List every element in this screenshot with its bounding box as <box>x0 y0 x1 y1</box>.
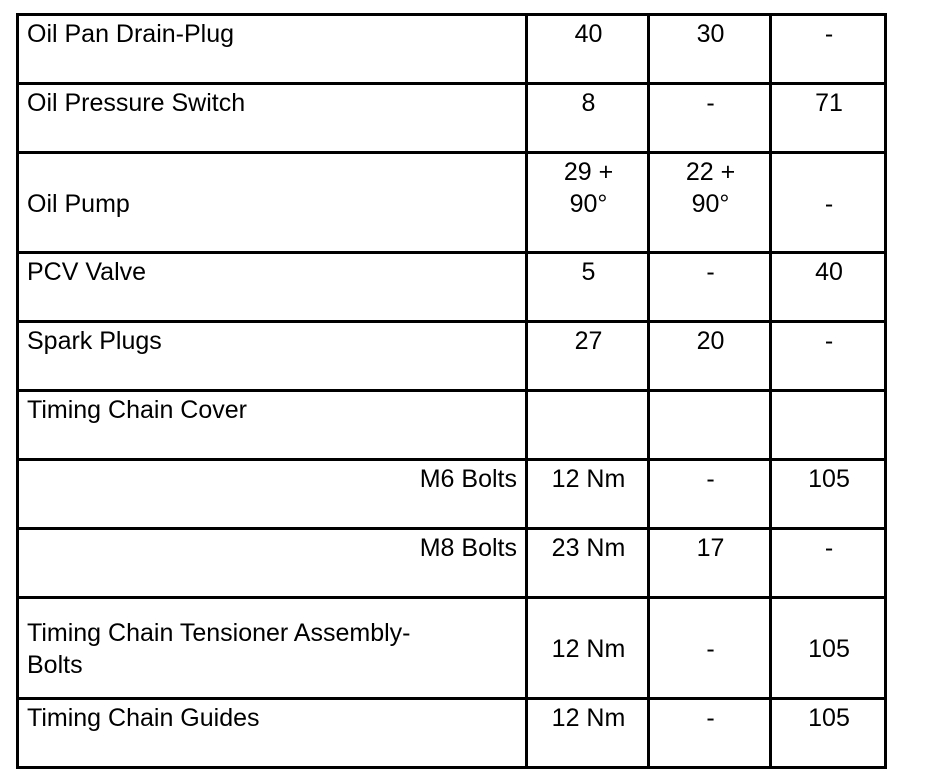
component-name: M6 Bolts <box>18 460 527 529</box>
torque-lb-ft: - <box>649 598 771 699</box>
torque-nm <box>527 391 649 460</box>
torque-lb-in: 71 <box>771 84 886 153</box>
torque-lb-ft: - <box>649 253 771 322</box>
torque-nm: 12 Nm <box>527 699 649 768</box>
torque-lb-ft: - <box>649 460 771 529</box>
component-name: Oil Pan Drain-Plug <box>18 15 527 84</box>
torque-nm-line: 29 + <box>563 158 614 186</box>
table-row <box>18 460 886 529</box>
torque-nm <box>527 153 649 253</box>
torque-lb-in: - <box>771 153 886 253</box>
torque-lb-in: 105 <box>771 699 886 768</box>
torque-nm: 12 Nm <box>527 460 649 529</box>
torque-lb-in: 105 <box>771 460 886 529</box>
component-name: PCV Valve <box>18 253 527 322</box>
torque-lb-ft: - <box>649 84 771 153</box>
torque-lb-ft: - <box>649 699 771 768</box>
torque-nm: 12 Nm <box>527 598 649 699</box>
torque-nm: 40 <box>527 15 649 84</box>
component-name: Timing Chain Cover <box>18 391 527 460</box>
torque-lb-in: - <box>771 529 886 598</box>
table-row <box>18 153 886 253</box>
torque-lb-ft-line: 22 + <box>685 158 736 186</box>
component-name <box>18 598 527 699</box>
torque-lb-in: - <box>771 15 886 84</box>
torque-nm-line: 90° <box>569 190 608 218</box>
torque-nm: 5 <box>527 253 649 322</box>
component-name-line: Timing Chain Tensioner Assembly- <box>27 619 411 647</box>
table-row <box>18 253 886 322</box>
table-row <box>18 322 886 391</box>
component-name: Timing Chain Guides <box>18 699 527 768</box>
table-row <box>18 391 886 460</box>
component-name: M8 Bolts <box>18 529 527 598</box>
table-row <box>18 15 886 84</box>
table-row <box>18 598 886 699</box>
torque-lb-ft <box>649 391 771 460</box>
torque-lb-ft: 17 <box>649 529 771 598</box>
component-name: Spark Plugs <box>18 322 527 391</box>
component-name: Oil Pressure Switch <box>18 84 527 153</box>
torque-nm: 27 <box>527 322 649 391</box>
torque-lb-ft: 30 <box>649 15 771 84</box>
torque-lb-ft-line: 90° <box>691 190 730 218</box>
table-row <box>18 84 886 153</box>
torque-lb-in: 40 <box>771 253 886 322</box>
torque-lb-in: 105 <box>771 598 886 699</box>
torque-nm: 23 Nm <box>527 529 649 598</box>
torque-lb-in <box>771 391 886 460</box>
torque-nm: 8 <box>527 84 649 153</box>
torque-spec-table <box>16 13 887 769</box>
component-name-line: Bolts <box>27 651 83 679</box>
torque-lb-ft: 20 <box>649 322 771 391</box>
table-row <box>18 699 886 768</box>
component-name: Oil Pump <box>18 153 527 253</box>
torque-lb-ft <box>649 153 771 253</box>
table-row <box>18 529 886 598</box>
torque-lb-in: - <box>771 322 886 391</box>
